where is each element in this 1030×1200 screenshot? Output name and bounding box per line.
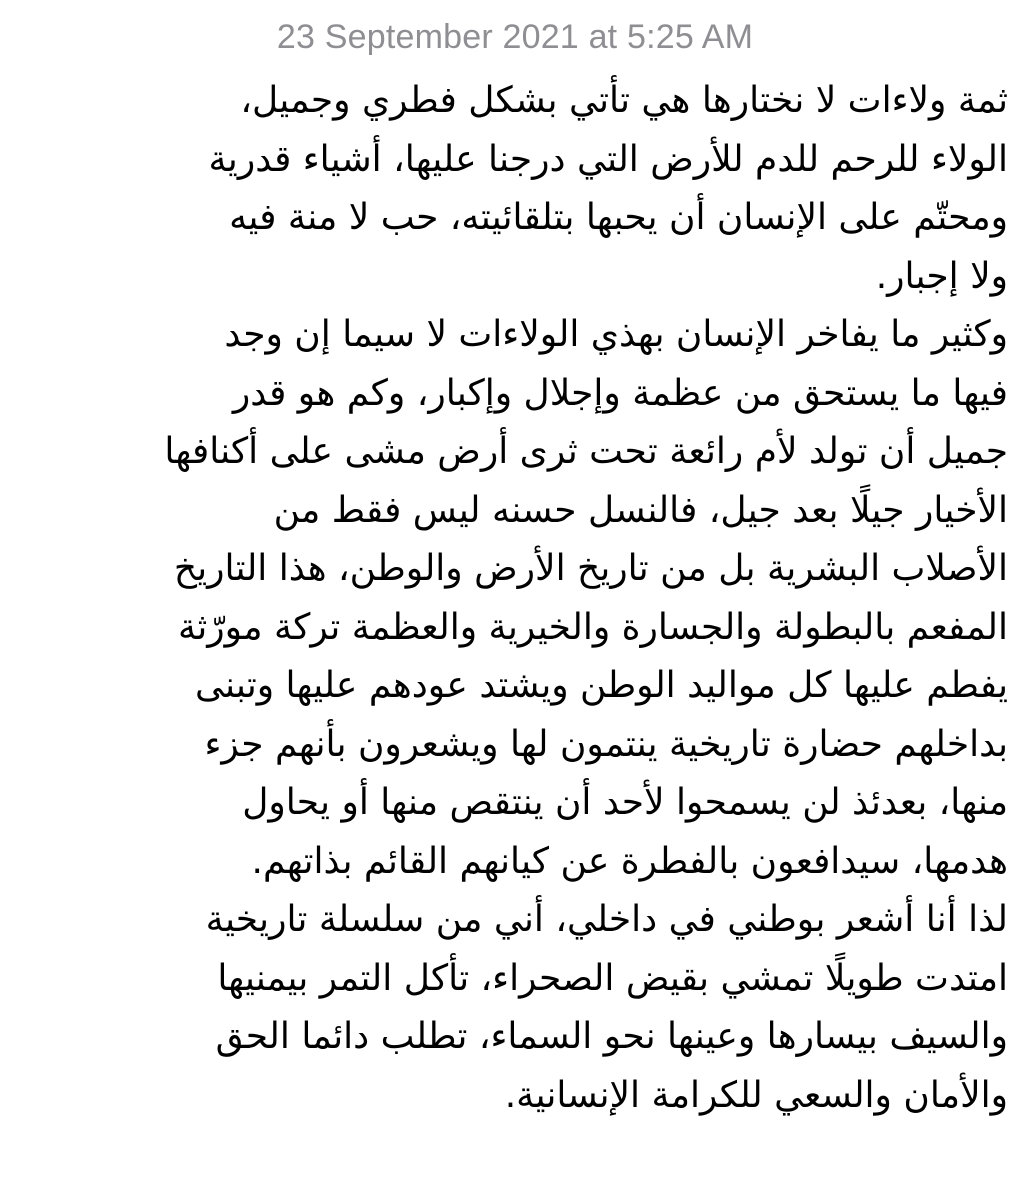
note-line: هدمها، سيدافعون بالفطرة عن كيانهم القائم بذاتهم. (251, 840, 1008, 882)
note-timestamp: 23 September 2021 at 5:25 AM (276, 18, 754, 56)
note-line: وكثير ما يفاخر الإنسان بهذي الولاءات لا سيما إن وجد (224, 314, 1008, 355)
note-line: الأخيار جيلًا بعد جيل، فالنسل حسنه ليس فقط من (273, 489, 1008, 531)
note-line: امتدت طويلًا تمشي بقيض الصحراء، تأكل التمر بيمنيها (217, 957, 1008, 999)
note-line: ولا إجبار. (875, 255, 1008, 297)
note-line: ومحتّم على الإنسان أن يحبها بتلقائيته، حب لا منة فيه (229, 197, 1008, 238)
note-line: المفعم بالبطولة والجسارة والخيرية والعظمة تركة مورّثة (177, 606, 1008, 648)
note-body[interactable] (66, 72, 1008, 1125)
note-line: ثمة ولاءات لا نختارها هي تأتي بشكل فطري وجميل، (240, 80, 1008, 121)
note-line: يفطم عليها كل مواليد الوطن ويشتد عودهم عليها وتبنى (194, 665, 1008, 706)
note-line: والسيف بيسارها وعينها نحو السماء، تطلب دائما الحق (215, 1016, 1008, 1057)
note-line: منها، بعدئذ لن يسمحوا لأحد أن ينتقص منها أو يحاول (242, 782, 1008, 823)
note-line: فيها ما يستحق من عظمة وإجلال وإكبار، وكم هو قدر (232, 372, 1008, 414)
note-line: بداخلهم حضارة تاريخية ينتمون لها ويشعرون بأنهم جزء (204, 723, 1008, 765)
note-line: لذا أنا أشعر بوطني في داخلي، أني من سلسلة تاريخية (205, 899, 1008, 940)
note-line: والأمان والسعي للكرامة الإنسانية. (504, 1074, 1008, 1116)
note-line: جميل أن تولد لأم رائعة تحت ثرى أرض مشى على أكنافها (164, 431, 1008, 472)
note-line: الولاء للرحم للدم للأرض التي درجنا عليها، أشياء قدرية (208, 138, 1008, 180)
note-line: الأصلاب البشرية بل من تاريخ الأرض والوطن، هذا التاريخ (173, 548, 1008, 589)
